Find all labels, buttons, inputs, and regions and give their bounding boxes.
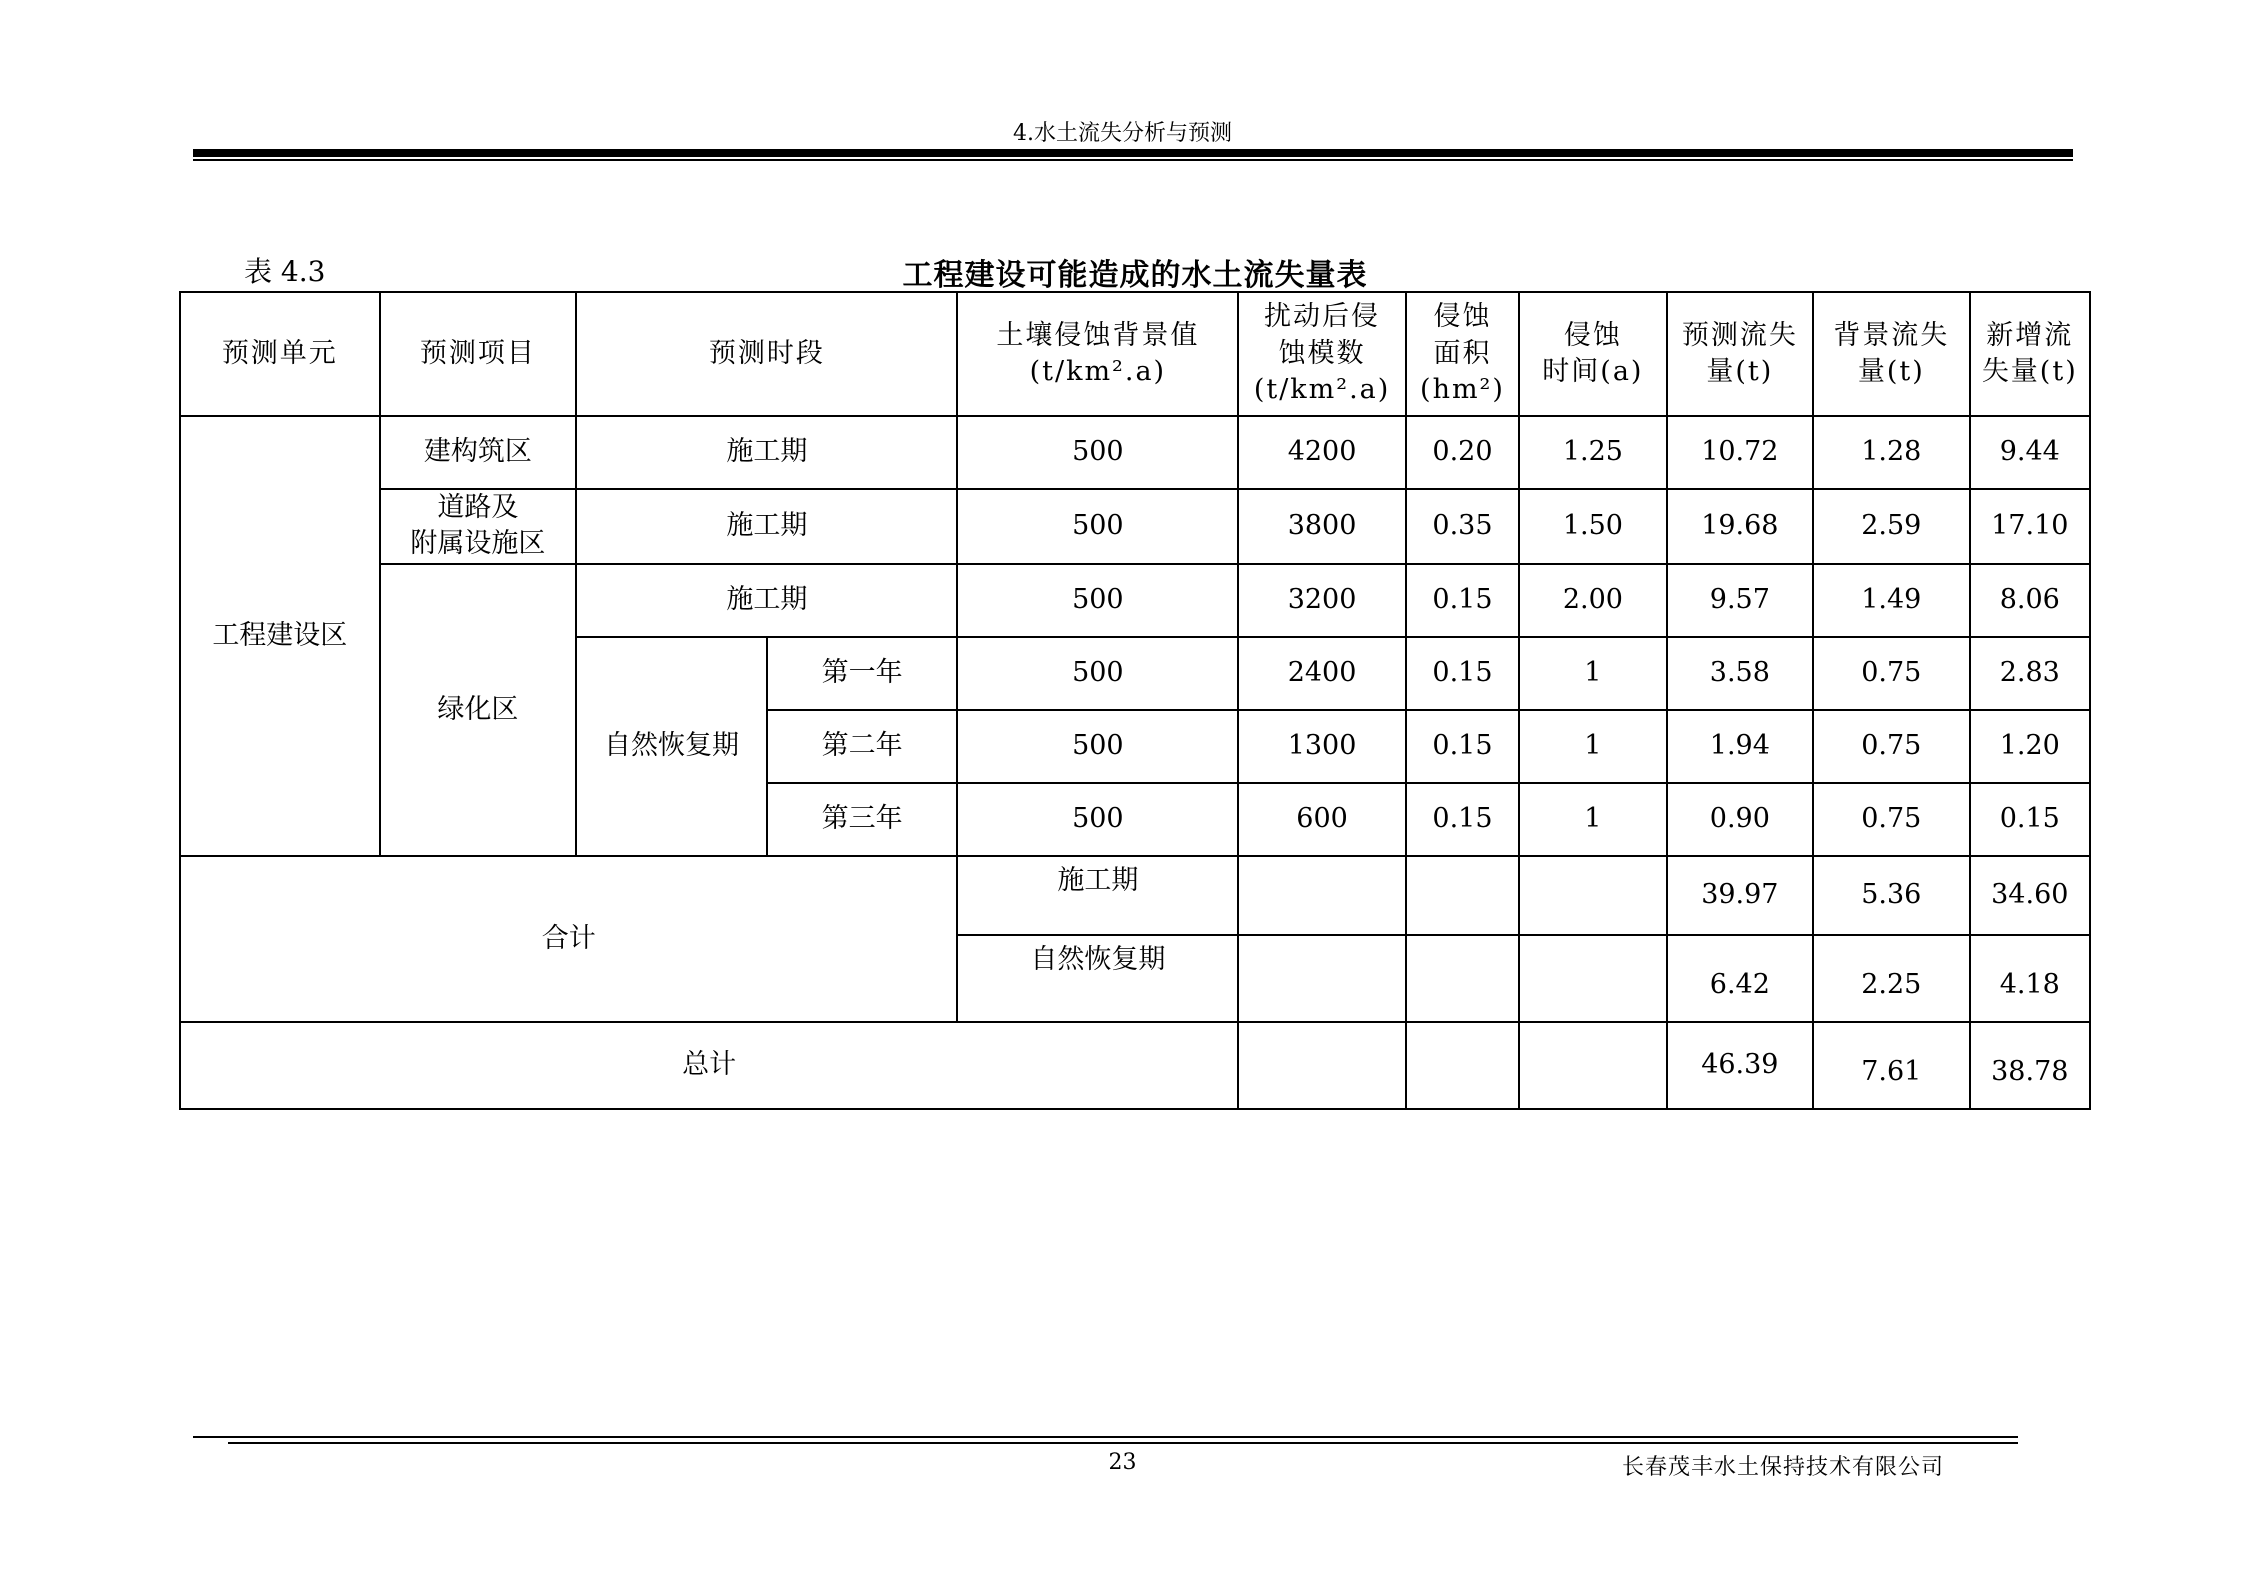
- background-value-cell: 500: [957, 564, 1238, 637]
- erosion-time-cell: 1: [1519, 783, 1666, 856]
- header-disturbed-modulus-line2: 蚀模数: [1278, 337, 1366, 369]
- predicted-loss-cell: 10.72: [1667, 416, 1813, 489]
- erosion-area-cell: 0.15: [1406, 783, 1519, 856]
- new-loss-cell: 1.20: [1970, 710, 2090, 783]
- total-label: 总计: [180, 1022, 1238, 1109]
- header-background-loss-line2: 量(t): [1857, 356, 1925, 387]
- predicted-loss-cell: 1.94: [1667, 710, 1813, 783]
- header-background-loss: [1813, 292, 1969, 416]
- empty-cell: [1406, 1022, 1519, 1109]
- table-number: 表 4.3: [244, 255, 326, 288]
- header-new-loss-line2: 失量(t): [1981, 356, 2078, 387]
- predicted-loss-cell: 6.42: [1667, 935, 1813, 1022]
- new-loss-cell: 4.18: [1970, 935, 2090, 1022]
- subperiod-cell: 第二年: [767, 710, 958, 783]
- background-loss-cell: 0.75: [1813, 783, 1969, 856]
- header-erosion-area-unit: (hm²): [1420, 374, 1505, 406]
- header-predicted-loss-line1: 预测流失: [1681, 319, 1798, 351]
- header-row: [180, 292, 2090, 416]
- header-erosion-area-line1: 侵蚀: [1433, 301, 1492, 333]
- new-loss-cell: 9.44: [1970, 416, 2090, 489]
- header-erosion-area: [1406, 292, 1519, 416]
- subtotal-label: 合计: [180, 856, 957, 1022]
- header-disturbed-modulus: [1238, 292, 1406, 416]
- header-new-loss: [1970, 292, 2090, 416]
- background-loss-cell: 1.28: [1813, 416, 1969, 489]
- soil-loss-table: [179, 291, 2091, 1110]
- background-loss-cell: 1.49: [1813, 564, 1969, 637]
- disturbed-modulus-cell: 2400: [1238, 637, 1406, 710]
- header-background-value-label: 土壤侵蚀背景值: [996, 319, 1200, 351]
- erosion-area-cell: 0.15: [1406, 564, 1519, 637]
- predicted-loss-cell: 46.39: [1667, 1022, 1813, 1109]
- background-loss-cell: 2.59: [1813, 489, 1969, 564]
- background-value-cell: 500: [957, 416, 1238, 489]
- header-period: 预测时段: [576, 292, 957, 416]
- header-background-value-unit: (t/km².a): [1029, 356, 1167, 387]
- empty-cell: [1238, 856, 1406, 935]
- background-value-cell: 500: [957, 489, 1238, 564]
- header-erosion-area-line2: 面积: [1433, 337, 1492, 369]
- erosion-area-cell: 0.35: [1406, 489, 1519, 564]
- erosion-time-cell: 1: [1519, 637, 1666, 710]
- table-row: [180, 416, 2090, 489]
- header-new-loss-line1: 新增流: [1986, 319, 2074, 351]
- item-cell: 建构筑区: [380, 416, 577, 489]
- empty-cell: [1238, 1022, 1406, 1109]
- unit-cell: 工程建设区: [180, 416, 380, 856]
- erosion-area-cell: 0.15: [1406, 710, 1519, 783]
- background-loss-cell: 5.36: [1813, 856, 1969, 935]
- erosion-area-cell: 0.15: [1406, 637, 1519, 710]
- new-loss-cell: 2.83: [1970, 637, 2090, 710]
- background-value-cell: 500: [957, 710, 1238, 783]
- disturbed-modulus-cell: 4200: [1238, 416, 1406, 489]
- header-rule-thick: [193, 149, 2073, 157]
- predicted-loss-cell: 39.97: [1667, 856, 1813, 935]
- item-cell: 绿化区: [380, 564, 577, 856]
- predicted-loss-cell: 9.57: [1667, 564, 1813, 637]
- period-cell: 施工期: [576, 489, 957, 564]
- page-number: 23: [1108, 1450, 1137, 1475]
- header-disturbed-modulus-line1: 扰动后侵: [1264, 301, 1381, 333]
- subperiod-cell: 第一年: [767, 637, 958, 710]
- table-row: [180, 489, 2090, 564]
- empty-cell: [1238, 935, 1406, 1022]
- erosion-time-cell: 1: [1519, 710, 1666, 783]
- period-cell: 施工期: [576, 416, 957, 489]
- erosion-time-cell: 1.50: [1519, 489, 1666, 564]
- background-value-cell: 500: [957, 783, 1238, 856]
- new-loss-cell: 38.78: [1970, 1022, 2090, 1109]
- new-loss-cell: 34.60: [1970, 856, 2090, 935]
- subtotal-period-cell: 自然恢复期: [957, 935, 1238, 1022]
- footer-rule-top: [193, 1436, 2018, 1438]
- company-name: 长春茂丰水土保持技术有限公司: [1621, 1455, 1944, 1480]
- header-item: 预测项目: [380, 292, 577, 416]
- disturbed-modulus-cell: 3800: [1238, 489, 1406, 564]
- header-disturbed-modulus-unit: (t/km².a): [1253, 374, 1391, 406]
- subtotal-row: [180, 856, 2090, 935]
- item-cell-line2: 附属设施区: [410, 528, 546, 560]
- disturbed-modulus-cell: 3200: [1238, 564, 1406, 637]
- total-row: [180, 1022, 2090, 1109]
- header-background-value: [957, 292, 1238, 416]
- background-loss-cell: 0.75: [1813, 637, 1969, 710]
- erosion-time-cell: 1.25: [1519, 416, 1666, 489]
- footer-rule-bottom: [228, 1442, 2018, 1444]
- header-erosion-time-line1: 侵蚀: [1563, 319, 1622, 351]
- empty-cell: [1406, 856, 1519, 935]
- background-value-cell: 500: [957, 637, 1238, 710]
- subperiod-cell: 第三年: [767, 783, 958, 856]
- predicted-loss-cell: 3.58: [1667, 637, 1813, 710]
- empty-cell: [1519, 856, 1666, 935]
- header-erosion-time-line2: 时间(a): [1542, 356, 1644, 387]
- predicted-loss-cell: 0.90: [1667, 783, 1813, 856]
- header-unit: 预测单元: [180, 292, 380, 416]
- empty-cell: [1406, 935, 1519, 1022]
- table-caption: [180, 250, 2090, 293]
- table-row: [180, 564, 2090, 637]
- empty-cell: [1519, 1022, 1666, 1109]
- predicted-loss-cell: 19.68: [1667, 489, 1813, 564]
- header-background-loss-line1: 背景流失: [1833, 319, 1950, 351]
- period-cell: 自然恢复期: [576, 637, 767, 856]
- header-rule-thin: [193, 159, 2073, 161]
- header-predicted-loss: [1667, 292, 1813, 416]
- background-loss-cell: 2.25: [1813, 935, 1969, 1022]
- period-cell: 施工期: [576, 564, 957, 637]
- subtotal-period-cell: 施工期: [957, 856, 1238, 935]
- header-erosion-time: [1519, 292, 1666, 416]
- disturbed-modulus-cell: 1300: [1238, 710, 1406, 783]
- erosion-time-cell: 2.00: [1519, 564, 1666, 637]
- new-loss-cell: 8.06: [1970, 564, 2090, 637]
- background-loss-cell: 7.61: [1813, 1022, 1969, 1109]
- empty-cell: [1519, 935, 1666, 1022]
- running-header: 4.水土流失分析与预测: [1013, 121, 1232, 146]
- erosion-area-cell: 0.20: [1406, 416, 1519, 489]
- new-loss-cell: 17.10: [1970, 489, 2090, 564]
- header-predicted-loss-line2: 量(t): [1706, 356, 1774, 387]
- table-title: 工程建设可能造成的水土流失量表: [902, 258, 1368, 293]
- item-cell: [380, 489, 577, 564]
- background-loss-cell: 0.75: [1813, 710, 1969, 783]
- item-cell-line1: 道路及: [437, 492, 519, 523]
- new-loss-cell: 0.15: [1970, 783, 2090, 856]
- disturbed-modulus-cell: 600: [1238, 783, 1406, 856]
